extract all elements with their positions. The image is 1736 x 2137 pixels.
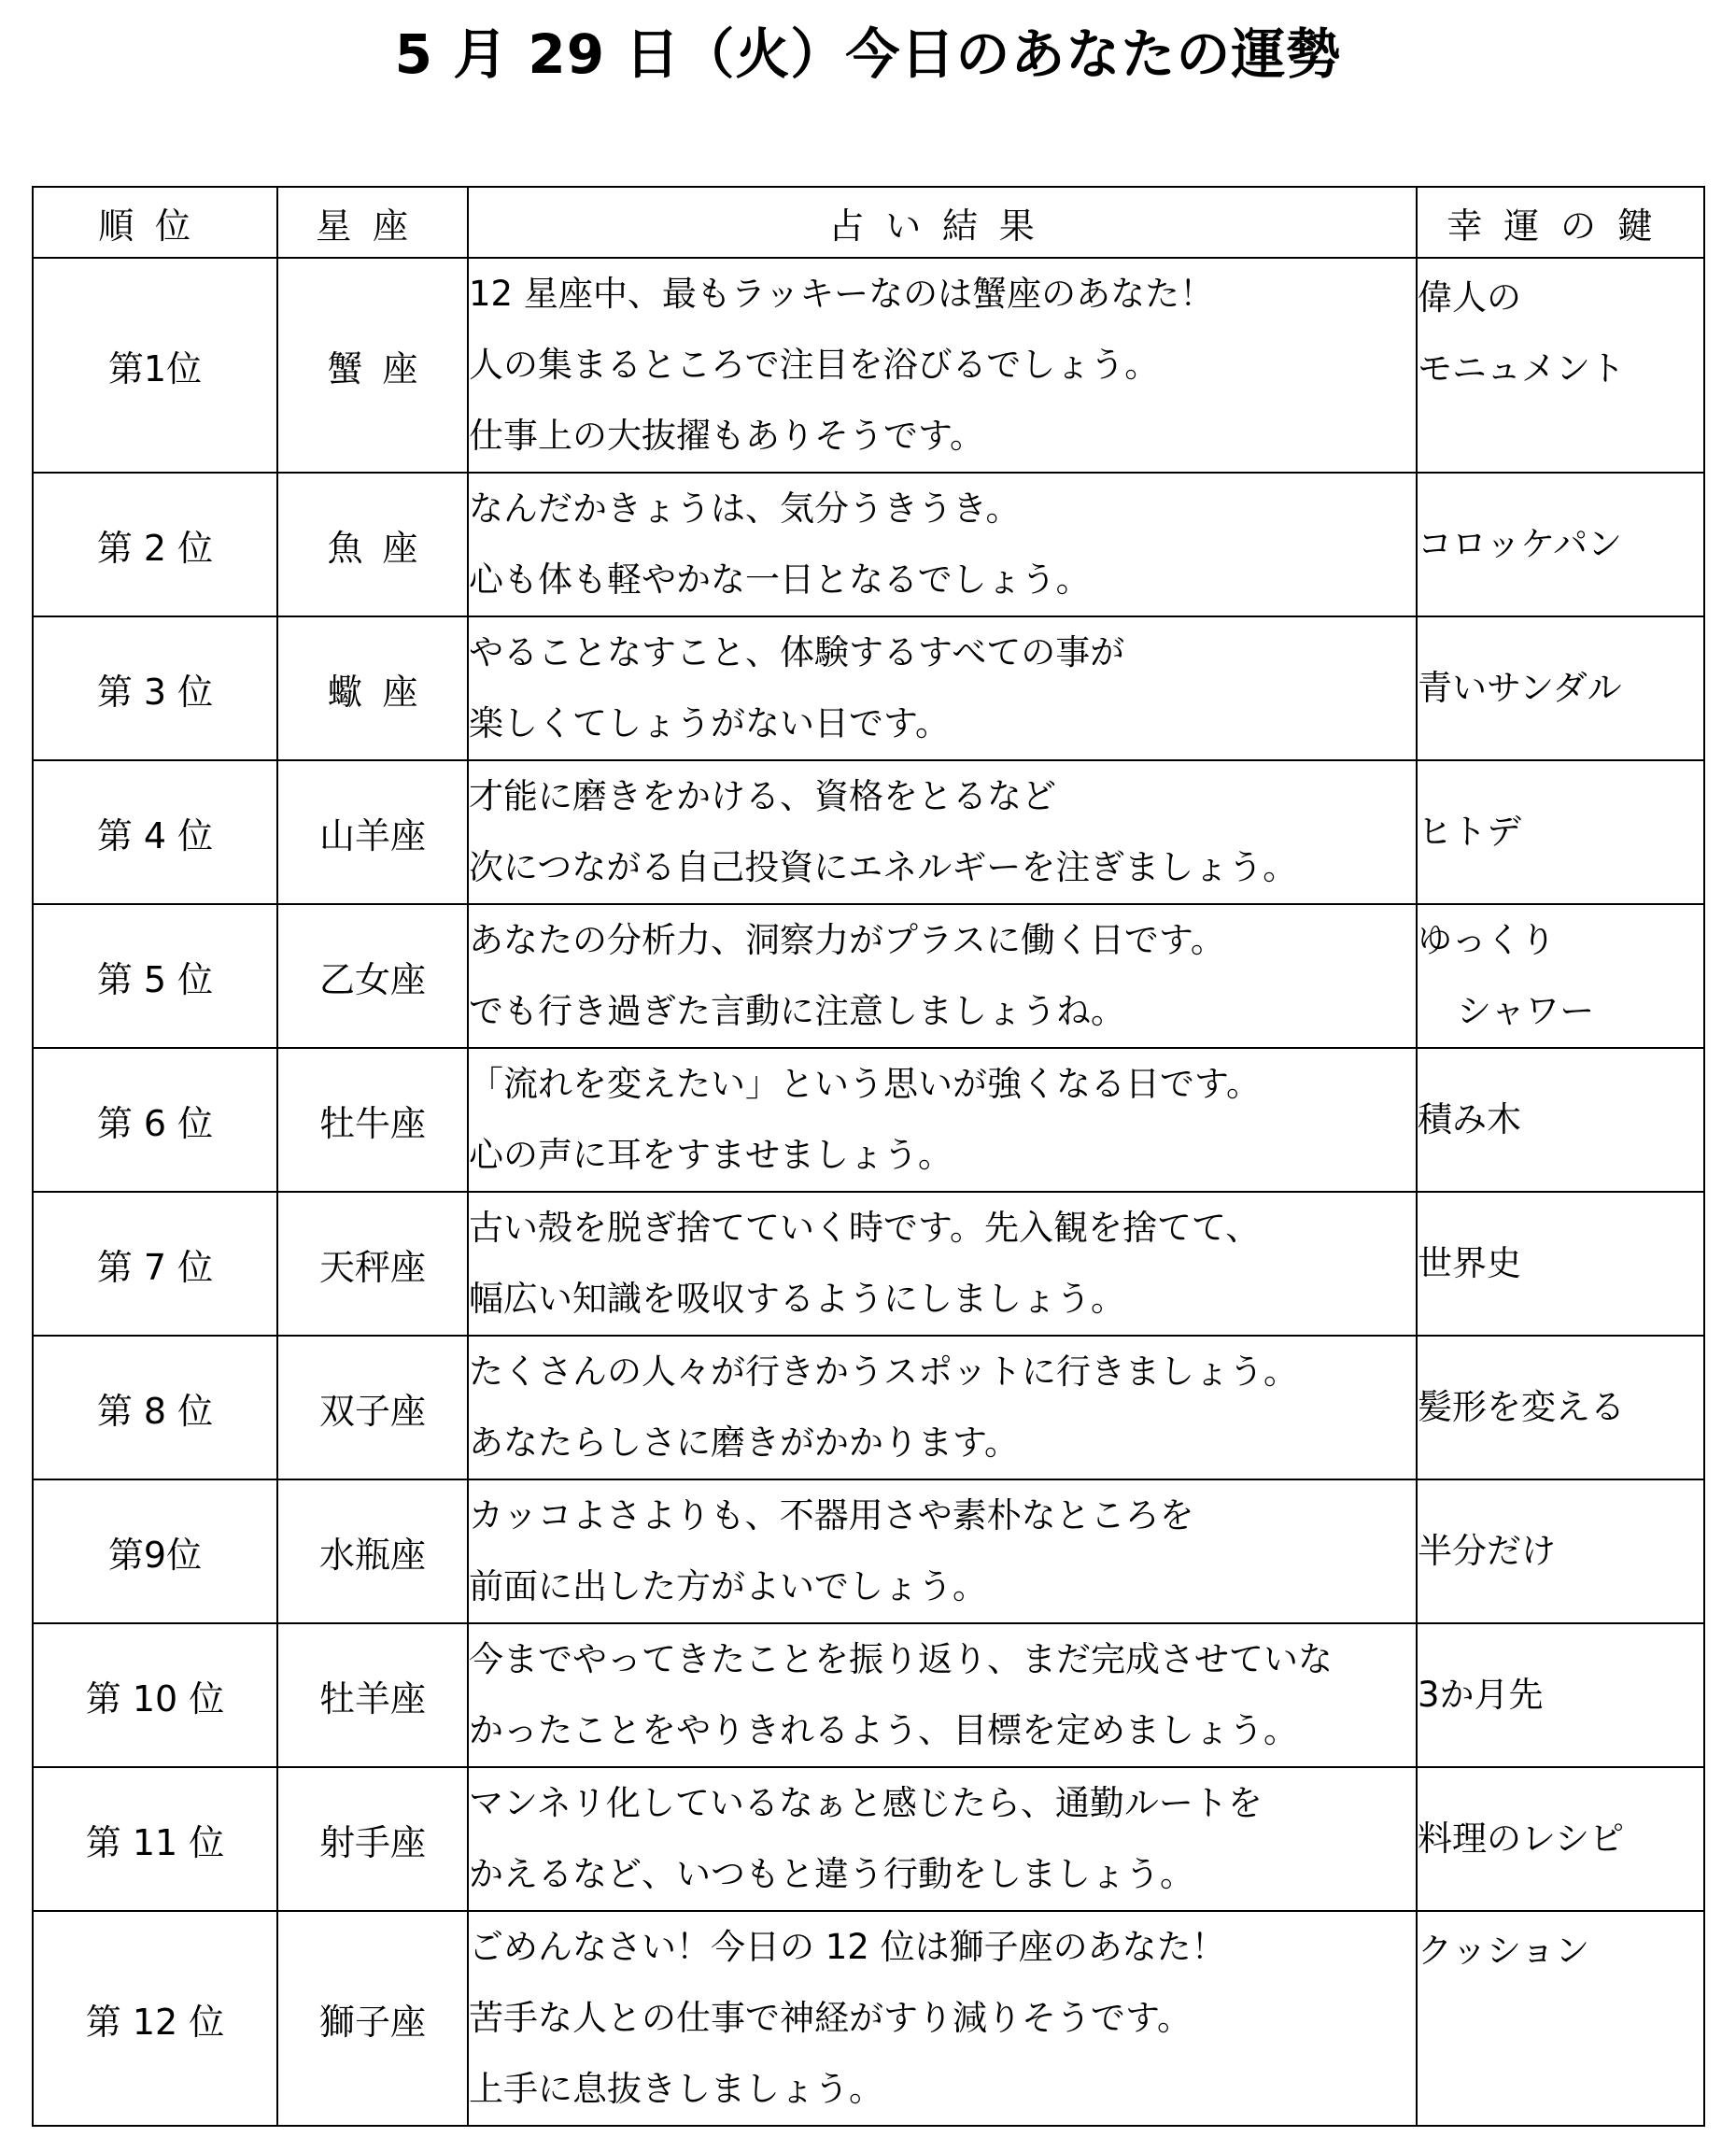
sign-cell: 天秤座	[277, 1192, 468, 1336]
lucky-key-line: ゆっくり	[1418, 920, 1556, 960]
rank-cell: 第1位	[33, 258, 277, 473]
result-line: 12 星座中、最もラッキーなのは蟹座のあなた！	[469, 274, 1215, 314]
result-line: 心の声に耳をすませましょう。	[469, 1135, 953, 1175]
rank-cell: 第 11 位	[33, 1767, 277, 1911]
rank-cell: 第 7 位	[33, 1192, 277, 1336]
lucky-key-line: シャワー	[1457, 991, 1595, 1031]
table-row	[33, 473, 1704, 616]
result-line: なんだかきょうは、気分うきうき。	[469, 488, 1021, 529]
sign-cell: 牡羊座	[277, 1623, 468, 1767]
sign-cell: 水瓶座	[277, 1479, 468, 1623]
header-rank: 順位	[33, 187, 277, 258]
lucky-key-line: ヒトデ	[1418, 812, 1521, 852]
result-line: かえるなど、いつもと違う行動をしましょう。	[469, 1854, 1194, 1894]
rank-cell: 第 6 位	[33, 1048, 277, 1192]
rank-cell: 第 4 位	[33, 760, 277, 904]
table-row	[33, 258, 1704, 473]
rank-cell: 第 12 位	[33, 1911, 277, 2126]
sign-cell: 牡牛座	[277, 1048, 468, 1192]
result-cell	[468, 1767, 1417, 1911]
lucky-key-cell	[1417, 904, 1704, 1048]
rank-cell: 第 8 位	[33, 1336, 277, 1479]
sign-cell: 蟹座	[277, 258, 468, 473]
header-result: 占い結果	[468, 187, 1417, 258]
result-line: 今までやってきたことを振り返り、まだ完成させていな	[469, 1639, 1333, 1679]
rank-cell: 第 3 位	[33, 616, 277, 760]
lucky-key-cell	[1417, 1767, 1704, 1911]
sign-cell: 乙女座	[277, 904, 468, 1048]
lucky-key-line: 世界史	[1418, 1243, 1521, 1283]
lucky-key-line: 料理のレシピ	[1418, 1819, 1625, 1859]
rank-cell: 第 5 位	[33, 904, 277, 1048]
lucky-key-line: 3か月先	[1418, 1675, 1544, 1715]
result-cell	[468, 760, 1417, 904]
result-line: でも行き過ぎた言動に注意しましょうね。	[469, 991, 1125, 1031]
result-cell	[468, 1192, 1417, 1336]
result-line: あなたらしさに磨きがかかります。	[469, 1422, 1020, 1463]
result-line: 心も体も軽やかな一日となるでしょう。	[469, 559, 1091, 600]
result-cell	[468, 1911, 1417, 2126]
lucky-key-cell	[1417, 616, 1704, 760]
result-line: ごめんなさい！今日の 12 位は獅子座のあなた！	[469, 1927, 1226, 1967]
result-line: 前面に出した方がよいでしょう。	[469, 1566, 987, 1606]
lucky-key-cell	[1417, 1623, 1704, 1767]
result-line: 幅広い知識を吸収するようにしましょう。	[469, 1279, 1125, 1319]
result-line: 次につながる自己投資にエネルギーを注ぎましょう。	[469, 847, 1298, 887]
table-row	[33, 1479, 1704, 1623]
lucky-key-line: コロッケパン	[1418, 524, 1623, 564]
result-cell	[468, 258, 1417, 473]
table-row	[33, 1767, 1704, 1911]
lucky-key-cell	[1417, 1048, 1704, 1192]
lucky-key-line: クッション	[1418, 1931, 1590, 1971]
sign-cell: 蠍座	[277, 616, 468, 760]
lucky-key-cell	[1417, 1336, 1704, 1479]
result-cell	[468, 904, 1417, 1048]
result-line: 人の集まるところで注目を浴びるでしょう。	[469, 345, 1160, 385]
result-line: カッコよさよりも、不器用さや素朴なところを	[469, 1495, 1194, 1536]
header-row	[33, 187, 1704, 258]
result-line: たくさんの人々が行きかうスポットに行きましょう。	[469, 1352, 1298, 1392]
rank-cell: 第9位	[33, 1479, 277, 1623]
lucky-key-line: 半分だけ	[1418, 1531, 1556, 1571]
table-row	[33, 1192, 1704, 1336]
result-line: かったことをやりきれるよう、目標を定めましょう。	[469, 1710, 1298, 1750]
table-row	[33, 1911, 1704, 2126]
page-title: 5 月 29 日（火）今日のあなたの運勢	[394, 22, 1342, 86]
table-row	[33, 1336, 1704, 1479]
header-sign: 星座	[277, 187, 468, 258]
result-cell	[468, 1336, 1417, 1479]
table-row	[33, 760, 1704, 904]
rank-cell: 第 10 位	[33, 1623, 277, 1767]
fortune-table	[32, 186, 1705, 2127]
result-line: 上手に息抜きしましょう。	[469, 2069, 883, 2109]
result-line: 「流れを変えたい」という思いが強くなる日です。	[469, 1064, 1262, 1104]
result-cell	[468, 1623, 1417, 1767]
lucky-key-line: 偉人の	[1418, 277, 1521, 318]
rank-cell: 第 2 位	[33, 473, 277, 616]
result-line: マンネリ化しているなぁと感じたら、通勤ルートを	[469, 1783, 1263, 1823]
lucky-key-cell	[1417, 1192, 1704, 1336]
result-cell	[468, 1048, 1417, 1192]
result-line: あなたの分析力、洞察力がプラスに働く日です。	[469, 920, 1225, 960]
lucky-key-cell	[1417, 258, 1704, 473]
lucky-key-cell	[1417, 473, 1704, 616]
result-line: 楽しくてしょうがない日です。	[469, 703, 951, 743]
lucky-key-cell	[1417, 1911, 1704, 2126]
lucky-key-line: 青いサンダル	[1418, 668, 1622, 708]
header-lucky-key: 幸運の鍵	[1417, 187, 1704, 258]
result-line: 仕事上の大抜擢もありそうです。	[469, 416, 985, 456]
lucky-key-cell	[1417, 1479, 1704, 1623]
result-cell	[468, 616, 1417, 760]
sign-cell: 山羊座	[277, 760, 468, 904]
result-line: 古い殻を脱ぎ捨てていく時です。先入観を捨てて、	[469, 1208, 1261, 1248]
lucky-key-line: 髪形を変える	[1418, 1387, 1625, 1427]
table-row	[33, 1623, 1704, 1767]
table-row	[33, 616, 1704, 760]
result-line: 才能に磨きをかける、資格をとるなど	[469, 776, 1056, 816]
sign-cell: 射手座	[277, 1767, 468, 1911]
table-row	[33, 904, 1704, 1048]
sign-cell: 魚座	[277, 473, 468, 616]
result-cell	[468, 473, 1417, 616]
sign-cell: 双子座	[277, 1336, 468, 1479]
sign-cell: 獅子座	[277, 1911, 468, 2126]
table-row	[33, 1048, 1704, 1192]
result-line: やることなすこと、体験するすべての事が	[469, 632, 1125, 672]
result-line: 苦手な人との仕事で神経がすり減りそうです。	[469, 1998, 1193, 2038]
lucky-key-cell	[1417, 760, 1704, 904]
lucky-key-line: 積み木	[1418, 1099, 1521, 1139]
result-cell	[468, 1479, 1417, 1623]
lucky-key-line: モニュメント	[1418, 348, 1625, 389]
